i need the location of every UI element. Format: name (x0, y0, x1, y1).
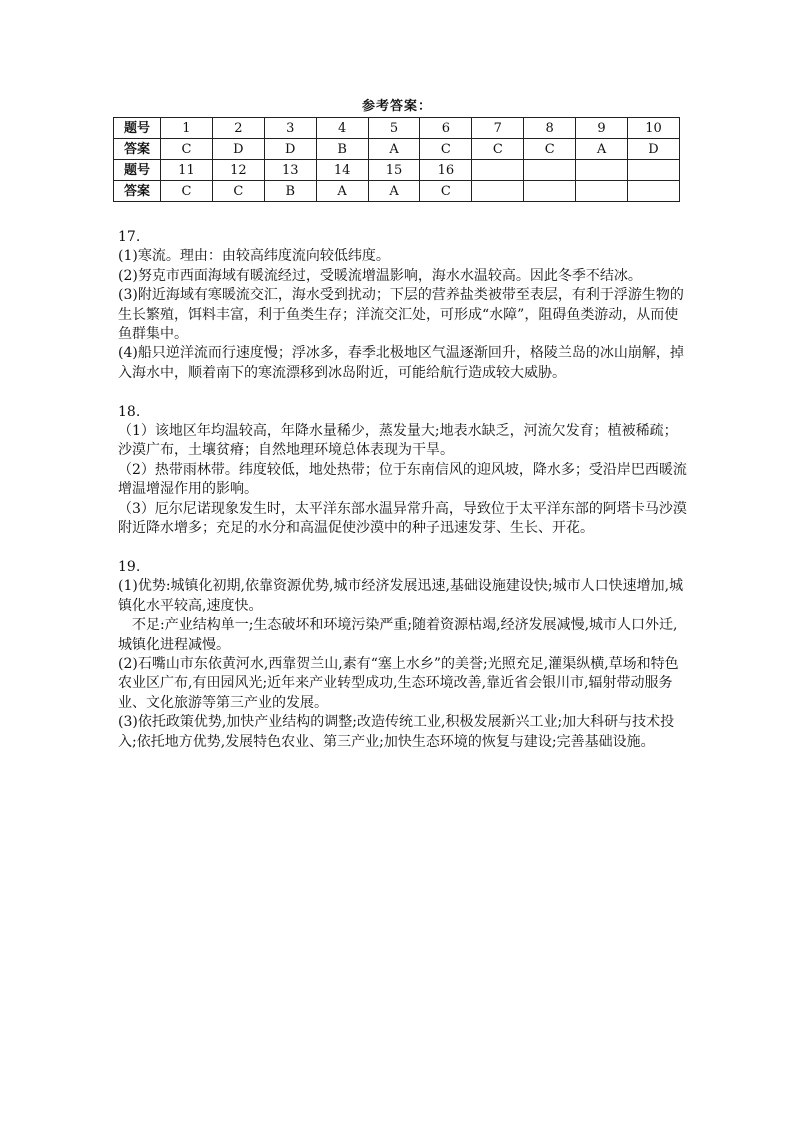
table-row (114, 181, 680, 202)
question-19-part-3: (3)依托政策优势,加快产业结构的调整;改造传统工业,积极发展新兴工业;加大科研与技术投入;依托地方优势,发展特色农业、第三产业;加快生态环境的恢复与建设;完善基础设施。 (118, 714, 675, 750)
question-19-part-1-shortcomings: 不足:产业结构单一;生态破坏和环境污染严重;随着资源枯竭,经济发展减慢,城市人口外迁,城镇化进程减慢。 (118, 617, 678, 653)
table-cell: 14 (316, 160, 368, 181)
question-17-part-2: (2)努克市西面海域有暖流经过，受暖流增温影响，海水水温较高。因此冬季不结冰。 (118, 267, 642, 284)
table-cell (628, 181, 680, 202)
table-cell: C (161, 181, 213, 202)
question-17-part-4: (4)船只逆洋流而行速度慢；浮冰多，春季北极地区气温逐渐回升，格陵兰岛的冰山崩解，掉入海水中，顺着南下的寒流漂移到冰岛附近，可能给航行造成较大威胁。 (118, 345, 684, 381)
question-18-part-1: （1）该地区年均温较高，年降水量稀少，蒸发量大;地表水缺乏，河流欠发育；植被稀疏；沙漠广布，土壤贫瘠；自然地理环境总体表现为干旱。 (118, 423, 678, 459)
table-cell: 11 (161, 160, 213, 181)
table-cell: 13 (264, 160, 316, 181)
table-cell: C (472, 139, 524, 160)
row-label: 答案 (114, 181, 161, 202)
table-row (114, 160, 680, 181)
table-row (114, 118, 680, 139)
question-17-number: 17. (118, 229, 141, 245)
table-cell (472, 160, 524, 181)
question-19-part-1: (1)优势:城镇化初期,依靠资源优势,城市经济发展迅速,基础设施建设快;城市人口快速增加,城镇化水平较高,速度快。 (118, 578, 684, 614)
table-cell (576, 181, 628, 202)
table-cell (628, 160, 680, 181)
table-cell: C (524, 139, 576, 160)
table-cell: 12 (212, 160, 264, 181)
question-17-part-3: (3)附近海域有寒暖流交汇，海水受到扰动；下层的营养盐类被带至表层，有利于浮游生物的生长繁殖，饵料丰富，利于鱼类生存；洋流交汇处，可形成“水障”，阻碍鱼类游动，从而使鱼群集中。 (118, 287, 684, 343)
table-cell: 6 (420, 118, 472, 139)
question-19-part-2: (2)石嘴山市东依黄河水,西靠贺兰山,素有“塞上水乡”的美誉;光照充足,灌渠纵横,草场和特色农业区广布,有田园风光;近年来产业转型成功,生态环境改善,靠近省会银川市,辐射带动服务业、文化旅游等第三产业的发展。 (118, 655, 679, 711)
table-cell: C (420, 139, 472, 160)
table-cell: A (368, 181, 420, 202)
table-cell: D (264, 139, 316, 160)
table-cell: 16 (420, 160, 472, 181)
table-cell: 9 (576, 118, 628, 139)
table-cell: D (212, 139, 264, 160)
table-row (114, 139, 680, 160)
table-cell: C (212, 181, 264, 202)
table-cell: 5 (368, 118, 420, 139)
answer-explanations (118, 228, 690, 752)
table-cell (472, 181, 524, 202)
table-cell: 15 (368, 160, 420, 181)
row-label: 题号 (114, 118, 161, 139)
table-cell: B (316, 139, 368, 160)
row-label: 题号 (114, 160, 161, 181)
answer-key-title: 参考答案： (361, 99, 432, 114)
table-cell: 7 (472, 118, 524, 139)
table-cell: C (420, 181, 472, 202)
question-18-part-3: （3）厄尔尼诺现象发生时，太平洋东部水温异常升高，导致位于太平洋东部的阿塔卡马沙漠附近降水增多；充足的水分和高温促使沙漠中的种子迅速发芽、生长、开花。 (118, 500, 687, 537)
table-cell (524, 160, 576, 181)
table-cell: 8 (524, 118, 576, 139)
table-cell: 2 (212, 118, 264, 139)
table-cell: D (628, 139, 680, 160)
paragraph-gap (118, 383, 690, 402)
question-18-part-2: （2）热带雨林带。纬度较低，地处热带；位于东南信风的迎风坡，降水多；受沿岸巴西暖流增温增湿作用的影响。 (118, 461, 687, 498)
table-cell: 3 (264, 118, 316, 139)
question-17-part-1: (1)寒流。理由：由较高纬度流向较低纬度。 (118, 248, 390, 265)
table-cell (576, 160, 628, 181)
table-cell: C (161, 139, 213, 160)
table-cell: A (316, 181, 368, 202)
row-label: 答案 (114, 139, 161, 160)
question-19-number: 19. (118, 558, 141, 575)
table-cell: 10 (628, 118, 680, 139)
question-18-number: 18. (118, 403, 141, 420)
table-cell: A (576, 139, 628, 160)
answer-key-table (113, 117, 680, 202)
table-cell: B (264, 181, 316, 202)
table-cell: A (368, 139, 420, 160)
paragraph-gap (118, 538, 690, 557)
table-cell: 1 (161, 118, 213, 139)
table-cell: 4 (316, 118, 368, 139)
table-cell (524, 181, 576, 202)
